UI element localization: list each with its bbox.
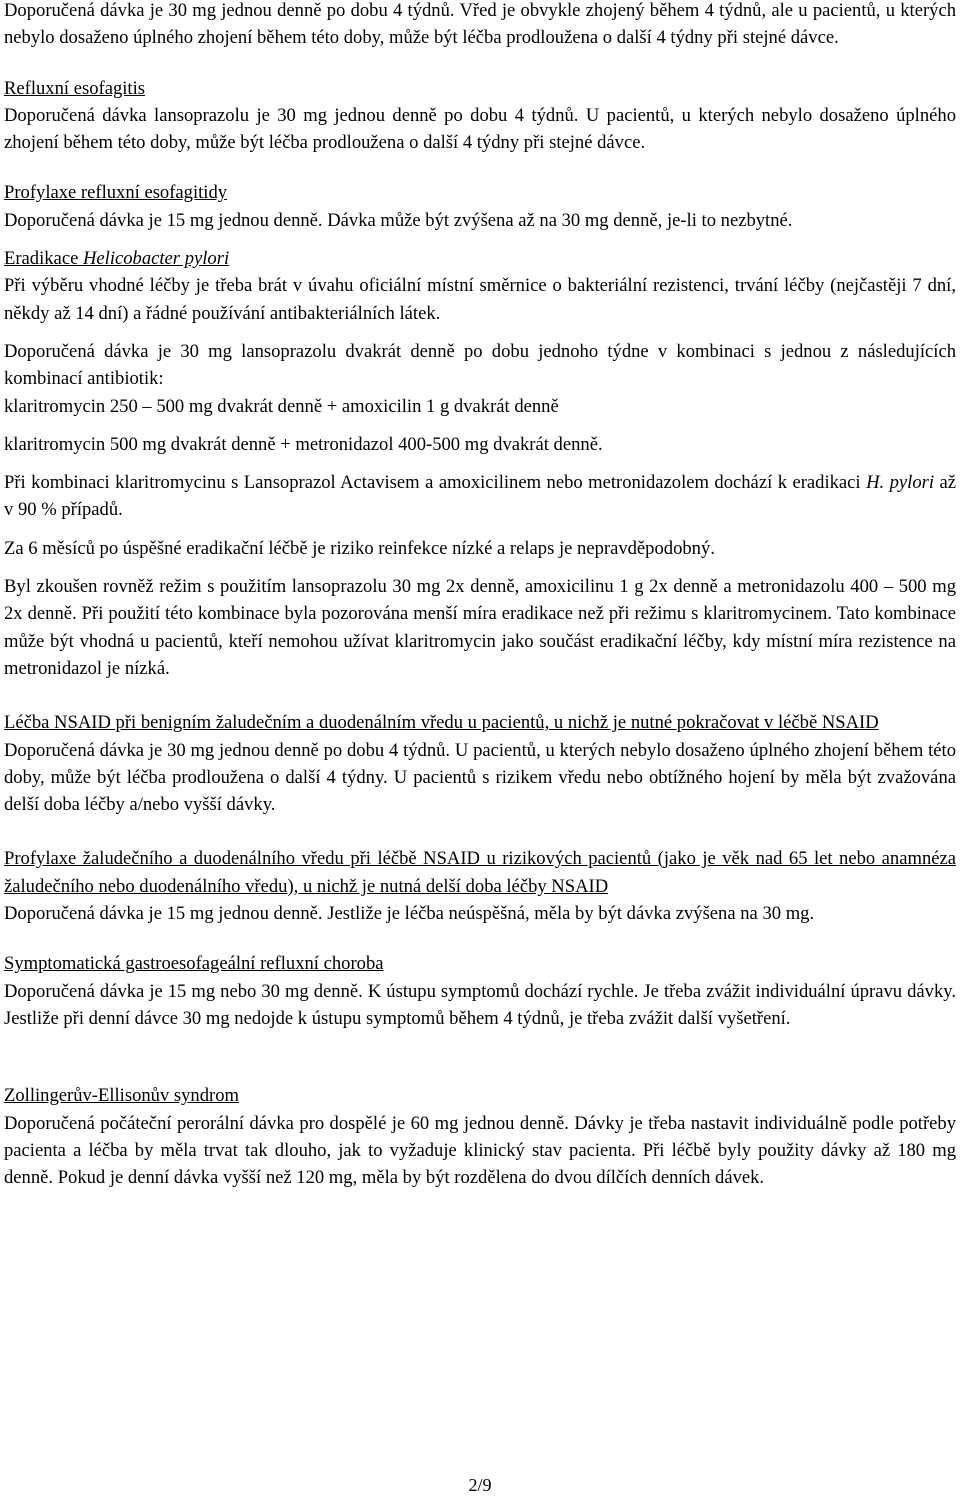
heading-text: Eradikace: [4, 248, 83, 270]
section-heading: Léčba NSAID při benigním žaludečním a duodenálním vředu u pacientů, u nichž je nutné pokračovat v léčbě NSAID: [4, 712, 879, 734]
section-paragraph: Doporučená dávka je 15 mg jednou denně. Jestliže je léčba neúspěšná, měla by být dávka zvýšena na 30 mg.: [4, 903, 815, 925]
combination-2: klaritromycin 500 mg dvakrát denně + metronidazol 400-500 mg dvakrát denně.: [4, 433, 603, 455]
section-paragraph: Doporučená dávka je 30 mg jednou denně po dobu 4 týdnů. U pacientů, u kterých nebylo dosaženo úplného zhojení během této doby, může být léčba prodloužena o další 4 týdny. U pacientů s rizikem vředu nebo obtížného hojení by měla být zvažována delší doba léčby a/nebo vyšší dávky.: [4, 739, 956, 816]
section-heading: [4, 245, 956, 272]
section-paragraph: Za 6 měsíců po úspěšné eradikační léčbě je riziko reinfekce nízké a relaps je nepravděpodobný.: [4, 537, 715, 559]
document-page: [4, 0, 956, 1191]
section-heading: Symptomatická gastroesofageální refluxní choroba: [4, 953, 384, 975]
page-number: 2/9: [468, 1475, 492, 1495]
section-profylaxe-refluxni: [4, 179, 956, 234]
section-heading: Profylaxe žaludečního a duodenálního vředu při léčbě NSAID u rizikových pacientů (jako je věk nad 65 let nebo anamnéza žaludečního nebo duodenálního vředu), u nichž je nutná delší doba léčby NSAID: [4, 848, 956, 897]
section-paragraph: Doporučená dávka lansoprazolu je 30 mg jednou denně po dobu 4 týdnů. U pacientů, u kterých nebylo dosaženo úplného zhojení během této doby, může být léčba prodloužena o další 4 týdny při stejné dávce.: [4, 104, 956, 154]
section-profylaxe-nsaid: [4, 845, 956, 927]
section-lecba-nsaid: [4, 709, 956, 818]
section-paragraph: Byl zkoušen rovněž režim s použitím lansoprazolu 30 mg 2x denně, amoxicilinu 1 g 2x denně a metronidazolu 400 – 500 mg 2x denně. Při použití této kombinace byla pozorována menší míra eradikace než při režimu s klaritromycinem. Tato kombinace může být vhodná u pacientů, kteří nemohou užívat klaritromycin jako součást eradikační léčby, kdy místní míra rezistence na metronidazol je nízká.: [4, 576, 956, 679]
section-gerd: [4, 950, 956, 1032]
section-paragraph: [4, 469, 956, 524]
section-heading: Profylaxe refluxní esofagitidy: [4, 182, 228, 204]
paragraph-text: až v 90 % případů.: [4, 472, 957, 521]
heading-species-italic: Helicobacter pylori: [82, 248, 230, 270]
combination-1: klaritromycin 250 – 500 mg dvakrát denně + amoxicilin 1 g dvakrát denně: [4, 395, 559, 417]
section-heading: Refluxní esofagitis: [4, 77, 145, 99]
section-paragraph: Při výběru vhodné léčby je třeba brát v úvahu oficiální místní směrnice o bakteriální rezistenci, trvání léčby (nejčastěji 7 dní, někdy až 14 dní) a řádné používání antibakteriálních látek.: [4, 275, 956, 324]
section-paragraph: Doporučená dávka je 30 mg lansoprazolu dvakrát denně po dobu jednoho týdne v kombinaci s jednou z následujících kombinací antibiotik:: [4, 340, 956, 390]
section-paragraph: Doporučená dávka je 15 mg jednou denně. Dávka může být zvýšena až na 30 mg denně, je-li to nezbytné.: [4, 209, 793, 231]
species-italic: H. pylori: [866, 472, 935, 494]
section-zollinger-ellison: [4, 1082, 956, 1191]
section-heading: Zollingerův-Ellisonův syndrom: [4, 1085, 239, 1107]
section-paragraph: Doporučená dávka je 15 mg nebo 30 mg denně. K ústupu symptomů dochází rychle. Je třeba zvážit individuální úpravu dávky. Jestliže při denní dávce 30 mg nedojde k ústupu symptomů během 4 týdnů, je třeba zvážit další vyšetření.: [4, 980, 956, 1029]
section-refluxni-esofagitis: [4, 75, 956, 157]
intro-paragraph: Doporučená dávka je 30 mg jednou denně po dobu 4 týdnů. Vřed je obvykle zhojený během 4 týdnů, ale u pacientů, u kterých nebylo dosaženo úplného zhojení během této doby, může být léčba prodloužena o další 4 týdny při stejné dávce.: [4, 0, 956, 49]
section-paragraph: Doporučená počáteční perorální dávka pro dospělé je 60 mg jednou denně. Dávky je třeba nastavit individuálně podle potřeby pacienta a léčba by měla trvat tak dlouho, jak to vyžaduje klinický stav pacienta. Při léčbě byly použity dávky až 180 mg denně. Pokud je denní dávka vyšší než 120 mg, měla by být rozdělena do dvou dílčích denních dávek.: [4, 1112, 956, 1189]
paragraph-text: Při kombinaci klaritromycinu s Lansoprazol Actavisem a amoxicilinem nebo metronidazolem dochází k eradikaci: [4, 472, 867, 494]
section-eradikace: [4, 245, 956, 682]
